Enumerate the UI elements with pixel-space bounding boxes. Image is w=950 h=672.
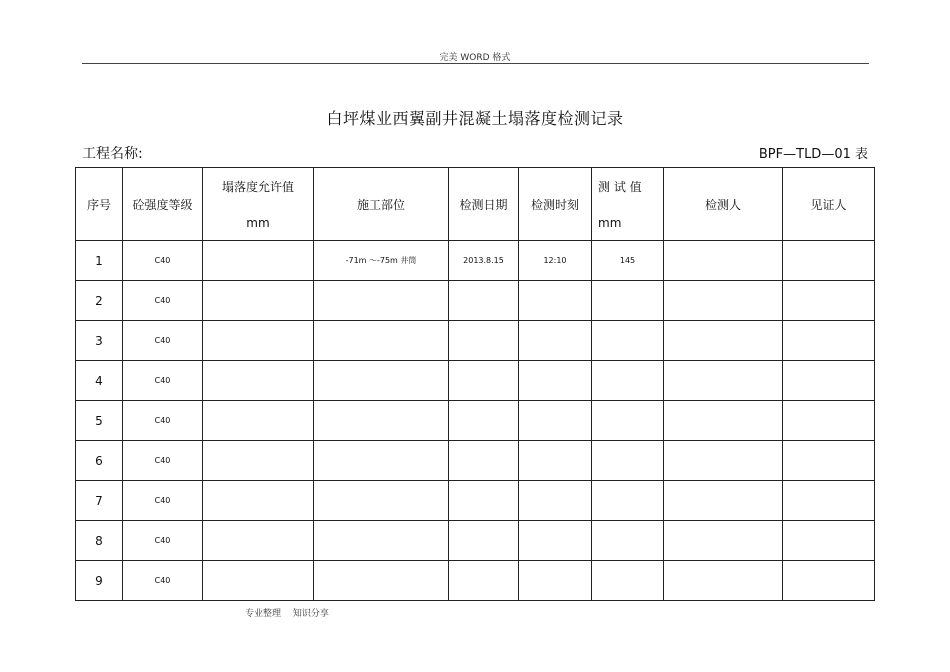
- page-footer: 专业整理 知识分享: [245, 609, 329, 619]
- cell-location: [314, 481, 449, 521]
- cell-time: [519, 361, 592, 401]
- header-witness: 见证人: [783, 168, 875, 241]
- header-seq: 序号: [76, 168, 123, 241]
- cell-time: [519, 281, 592, 321]
- cell-seq: 2: [76, 281, 123, 321]
- cell-inspector: [664, 521, 783, 561]
- table-row: [76, 401, 875, 441]
- cell-seq: 7: [76, 481, 123, 521]
- form-code: BPF—TLD—01 表: [758, 147, 868, 162]
- cell-time: [519, 441, 592, 481]
- cell-location: [314, 321, 449, 361]
- cell-date: [449, 561, 519, 601]
- cell-allowed: [203, 401, 314, 441]
- cell-location: -71m ～-75m 井筒: [314, 241, 449, 281]
- cell-strength: C40: [123, 361, 203, 401]
- cell-time: [519, 561, 592, 601]
- cell-allowed: [203, 321, 314, 361]
- cell-seq: 1: [76, 241, 123, 281]
- cell-location: [314, 281, 449, 321]
- cell-witness: [783, 401, 875, 441]
- cell-witness: [783, 321, 875, 361]
- cell-date: [449, 481, 519, 521]
- table-row: [76, 321, 875, 361]
- cell-date: [449, 401, 519, 441]
- cell-inspector: [664, 241, 783, 281]
- cell-witness: [783, 241, 875, 281]
- cell-date: 2013.8.15: [449, 241, 519, 281]
- page-header: 完美 WORD 格式: [439, 53, 511, 63]
- cell-time: [519, 321, 592, 361]
- header-allowed-unit: mm: [246, 216, 270, 230]
- cell-date: [449, 441, 519, 481]
- cell-inspector: [664, 561, 783, 601]
- header-measured-label: 测 试 值: [598, 180, 642, 194]
- cell-strength: C40: [123, 441, 203, 481]
- cell-allowed: [203, 521, 314, 561]
- cell-measured: [592, 401, 664, 441]
- cell-date: [449, 521, 519, 561]
- cell-inspector: [664, 361, 783, 401]
- header-allowed-slump: [203, 168, 314, 241]
- table-row: [76, 521, 875, 561]
- cell-seq: 9: [76, 561, 123, 601]
- cell-witness: [783, 521, 875, 561]
- table-row: [76, 481, 875, 521]
- header-strength: 砼强度等级: [123, 168, 203, 241]
- cell-measured: [592, 481, 664, 521]
- header-date: 检测日期: [449, 168, 519, 241]
- cell-inspector: [664, 321, 783, 361]
- project-name-label: 工程名称:: [82, 146, 143, 162]
- cell-inspector: [664, 281, 783, 321]
- cell-witness: [783, 441, 875, 481]
- cell-strength: C40: [123, 321, 203, 361]
- cell-strength: C40: [123, 241, 203, 281]
- cell-location: [314, 401, 449, 441]
- table-row: [76, 281, 875, 321]
- cell-location: [314, 441, 449, 481]
- cell-inspector: [664, 481, 783, 521]
- cell-allowed: [203, 561, 314, 601]
- cell-seq: 8: [76, 521, 123, 561]
- cell-location: [314, 521, 449, 561]
- cell-seq: 5: [76, 401, 123, 441]
- header-location: 施工部位: [314, 168, 449, 241]
- cell-allowed: [203, 441, 314, 481]
- cell-measured: [592, 361, 664, 401]
- cell-time: [519, 481, 592, 521]
- cell-allowed: [203, 241, 314, 281]
- cell-measured: [592, 321, 664, 361]
- cell-location: [314, 561, 449, 601]
- table-header-row: [76, 168, 875, 241]
- cell-time: [519, 401, 592, 441]
- cell-seq: 3: [76, 321, 123, 361]
- cell-measured: [592, 281, 664, 321]
- record-table: [75, 167, 875, 601]
- cell-seq: 6: [76, 441, 123, 481]
- header-measured-unit: mm: [598, 216, 622, 230]
- cell-measured: 145: [592, 241, 664, 281]
- document-title: 白坪煤业西翼副井混凝土塌落度检测记录: [326, 109, 624, 128]
- header-inspector: 检测人: [664, 168, 783, 241]
- header-allowed-label: 塌落度允许值: [221, 180, 294, 194]
- cell-strength: C40: [123, 561, 203, 601]
- table-row: [76, 561, 875, 601]
- cell-witness: [783, 481, 875, 521]
- cell-measured: [592, 521, 664, 561]
- cell-inspector: [664, 441, 783, 481]
- cell-allowed: [203, 281, 314, 321]
- header-rule: [82, 63, 869, 64]
- cell-allowed: [203, 481, 314, 521]
- cell-strength: C40: [123, 481, 203, 521]
- header-time: 检测时刻: [519, 168, 592, 241]
- cell-witness: [783, 281, 875, 321]
- cell-strength: C40: [123, 281, 203, 321]
- cell-witness: [783, 361, 875, 401]
- cell-strength: C40: [123, 401, 203, 441]
- cell-strength: C40: [123, 521, 203, 561]
- cell-measured: [592, 561, 664, 601]
- cell-time: 12:10: [519, 241, 592, 281]
- cell-witness: [783, 561, 875, 601]
- cell-date: [449, 361, 519, 401]
- cell-measured: [592, 441, 664, 481]
- cell-inspector: [664, 401, 783, 441]
- cell-time: [519, 521, 592, 561]
- cell-date: [449, 321, 519, 361]
- header-measured-value: [592, 168, 664, 241]
- table-row: [76, 361, 875, 401]
- cell-seq: 4: [76, 361, 123, 401]
- cell-location: [314, 361, 449, 401]
- table-row: [76, 441, 875, 481]
- cell-allowed: [203, 361, 314, 401]
- cell-date: [449, 281, 519, 321]
- table-row: [76, 241, 875, 281]
